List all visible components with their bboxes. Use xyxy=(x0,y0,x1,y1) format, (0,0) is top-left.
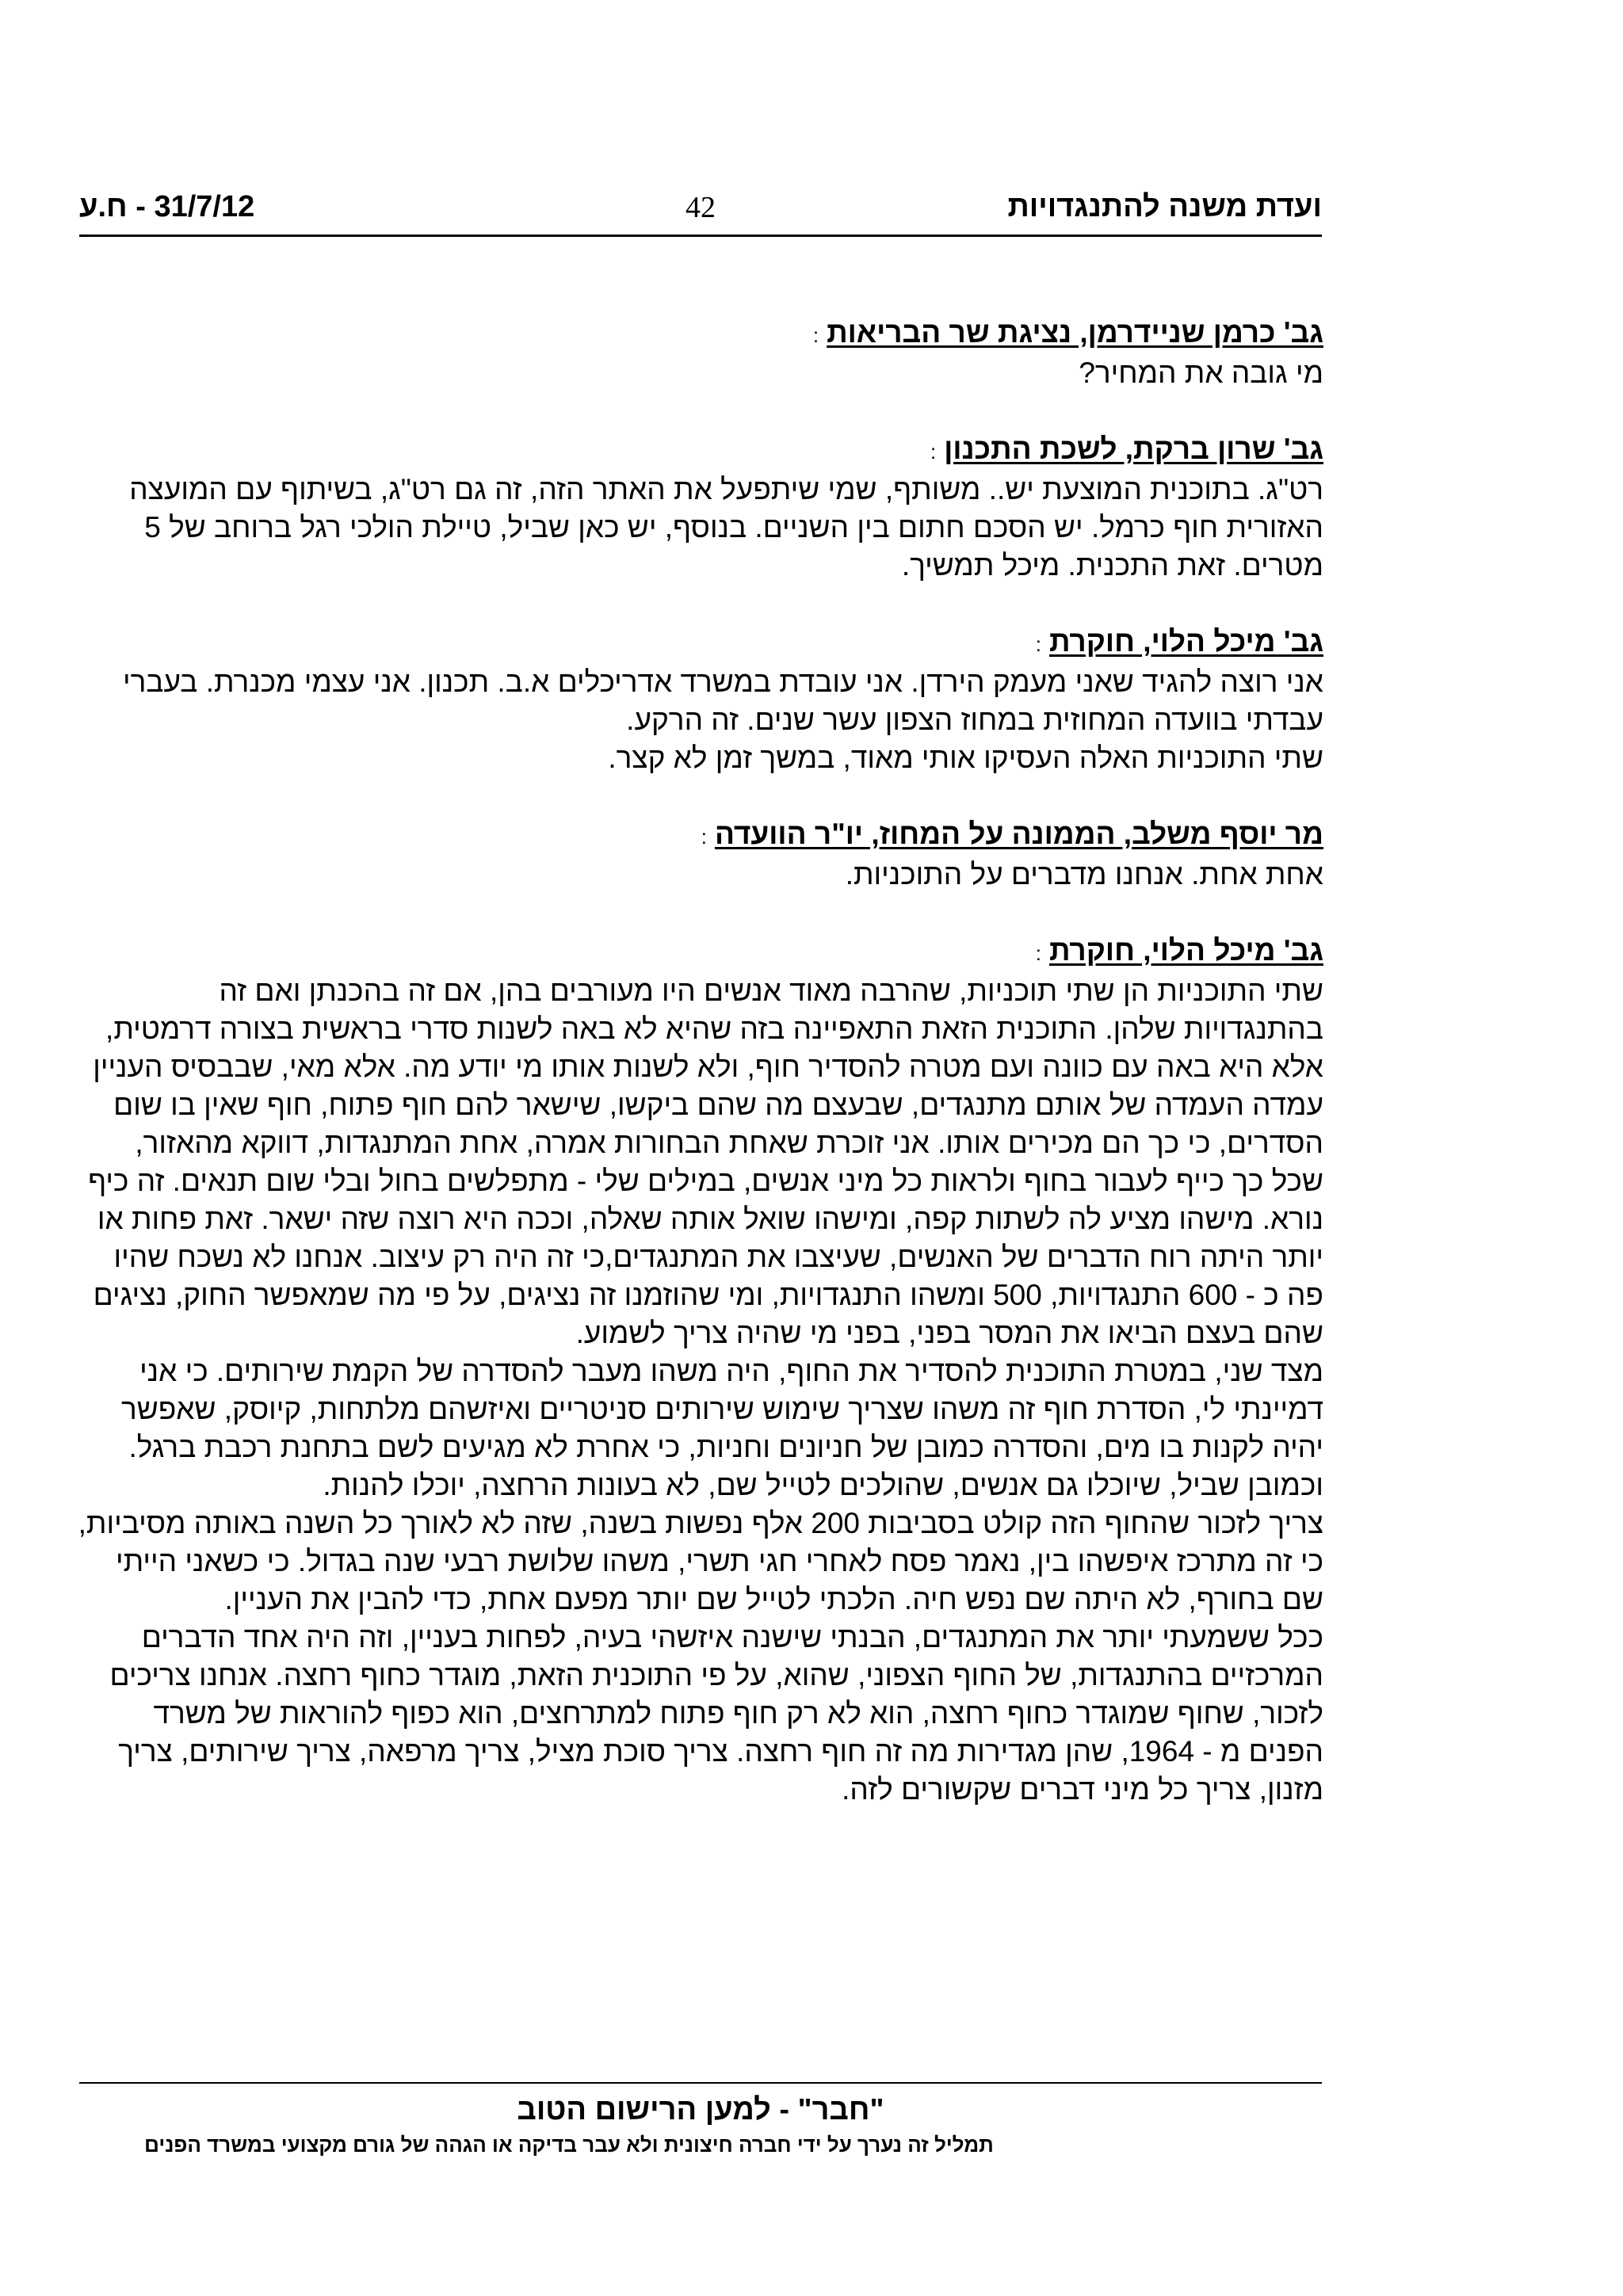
speech-paragraph: צריך לזכור שהחוף הזה קולט בסביבות 200 אלף נפשות בשנה, שזה לא לאורך כל השנה באותה מסיביות, כי זה מתרכז איפשהו בין, נאמר פסח לאחרי חגי תשרי, משהו שלושת רבעי שנה בגדול. כי כשאני הייתי שם בחורף, לא היתה שם נפש חיה. הלכתי לטייל שם יותר מפעם אחת, כדי להבין את העניין. xyxy=(78,1507,1323,1615)
speech-paragraph: אני רוצה להגיד שאני מעמק הירדן. אני עובדת במשרד אדריכלים א.ב. תכנון. אני עצמי מכנרת. בעברי עבדתי בוועדה המחוזית במחוז הצפון עשר שנים. זה הרקע. xyxy=(123,666,1323,736)
speech-paragraph: שתי התוכניות האלה העסיקו אותי מאוד, במשך זמן לא קצר. xyxy=(608,742,1323,774)
speaker-colon: : xyxy=(1035,632,1041,656)
speaker-block xyxy=(76,932,1323,1809)
speaker-name: מר יוסף משלב, הממונה על המחוז, יו"ר הוועדה xyxy=(714,818,1323,850)
speaker-colon: : xyxy=(1035,941,1041,965)
speaker-name: גב' מיכל הלוי, חוקרת xyxy=(1048,934,1323,967)
speaker-name: גב' כרמן שניידרמן, נציגת שר הבריאות xyxy=(827,316,1323,349)
footer-title: "חבר" - למען הרישום הטוב xyxy=(517,2093,884,2126)
speech-paragraph: ככל ששמעתי יותר את המתנגדים, הבנתי שישנה איזשהי בעיה, לפחות בעניין, וזה היה אחד הדברים המרכזיים בהתנגדות, של החוף הצפוני, שהוא, על פי התוכנית הזאת, מוגדר כחוף רחצה. אנחנו צריכים לזכור, שחוף שמוגדר כחוף רחצה, הוא לא רק חוף פתוח למתרחצים, הוא כפוף להוראות של משרד הפנים מ - 1964, שהן מגדירות מה זה חוף רחצה. צריך סוכת מציל, צריך מרפאה, צריך שירותים, צריך מזנון, צריך כל מיני דברים שקשורים לזה. xyxy=(109,1621,1323,1806)
page-header xyxy=(79,190,1322,237)
speaker-block xyxy=(76,314,1323,392)
speaker-colon: : xyxy=(930,440,937,463)
speech-paragraph: אחת אחת. אנחנו מדברים על התוכניות. xyxy=(845,858,1323,891)
page-number: 42 xyxy=(685,191,716,224)
speaker-name: גב' שרון ברקת, לשכת התכנון xyxy=(944,433,1323,465)
speech-paragraph: מצד שני, במטרת התוכנית להסדיר את החוף, היה משהו מעבר להסדרה של הקמת שירותים. כי אני דמיינתי לי, הסדרת חוף זה משהו שצריך שימוש שירותים סניטריים ואיזשהם מלתחות, קיוסק, שאפשר יהיה לקנות בו מים, והסדרה כמובן של חניונים וחניות, כי אחרת לא מגיעים לשם בתחנת רכבת ברגל. וכמובן שביל, שיוכלו גם אנשים, שהולכים לטייל שם, לא בעונות הרחצה, יוכלו להנות. xyxy=(120,1355,1323,1501)
speech-paragraph: רט"ג. בתוכנית המוצעת יש.. משותף, שמי שיתפעל את האתר הזה, זה גם רט"ג, בשיתוף עם המועצה האזורית חוף כרמל. יש הסכם חתום בין השניים. בנוסף, יש כאן שביל, טיילת הולכי רגל ברוחב של 5 מטרים. זאת התכנית. מיכל תמשיך. xyxy=(129,473,1323,582)
speaker-colon: : xyxy=(812,323,819,347)
transcript-body xyxy=(76,314,1323,1809)
page-footer xyxy=(79,2082,1322,2158)
speaker-name: גב' מיכל הלוי, חוקרת xyxy=(1048,625,1323,658)
committee-title: ועדת משנה להתנגדויות xyxy=(1007,190,1322,223)
speech-paragraph: מי גובה את המחיר? xyxy=(1079,357,1323,389)
footer-disclaimer: תמליל זה נערך על ידי חברה חיצונית ולא עבר בדיקה או הגהה של גורם מקצועי במשרד הפנים xyxy=(144,2133,994,2157)
speaker-name-line xyxy=(76,815,1323,856)
speaker-name-line xyxy=(76,314,1323,354)
session-date: 31/7/12 - ח.ע xyxy=(79,190,255,223)
speaker-name-line xyxy=(76,932,1323,972)
speaker-name-line xyxy=(76,623,1323,663)
speaker-block xyxy=(76,430,1323,585)
speaker-block xyxy=(76,623,1323,777)
speech-paragraph: שתי התוכניות הן שתי תוכניות, שהרבה מאוד אנשים היו מעורבים בהן, אם זה בהכנתן ואם זה בהתנגדויות שלהן. התוכנית הזאת התאפיינה בזה שהיא לא באה לשנות סדרי בראשית בצורה דרמטית, אלא היא באה עם כוונה ועם מטרה להסדיר חוף, ולא לשנות אותו מי יודע מה. אלא מאי, שבבסיס העניין עמדה העמדה של אותם מתנגדים, שבעצם מה שהם ביקשו, שישאר להם חוף פתוח, חוף שאין בו שום הסדרים, כי כך הם מכירים אותו. אני זוכרת שאחת הבחורות אמרה, אחת המתנגדות, דווקא מהאזור, שכל כך כייף לעבור בחוף ולראות כל מיני אנשים, במילים שלי - מתפלשים בחול ובלי שום תנאים. זה כיף נורא. מישהו מציע לה לשתות קפה, ומישהו שואל אותה שאלה, וככה היא רוצה שזה ישאר. זאת פחות או יותר היתה רוח הדברים של האנשים, שעיצבו את המתנגדים,כי זה היה רק עיצוב. אנחנו לא נשכח שהיו פה כ - 600 התנגדויות, 500 ומשהו התנגדויות, ומי שהוזמנו זה נציגים, על פי מה שמאפשר החוק, נציגים שהם בעצם הביאו את המסר בפני, בפני מי שהיה צריך לשמוע. xyxy=(88,974,1323,1349)
speaker-name-line xyxy=(76,430,1323,471)
speaker-colon: : xyxy=(701,825,707,849)
speaker-block xyxy=(76,815,1323,894)
